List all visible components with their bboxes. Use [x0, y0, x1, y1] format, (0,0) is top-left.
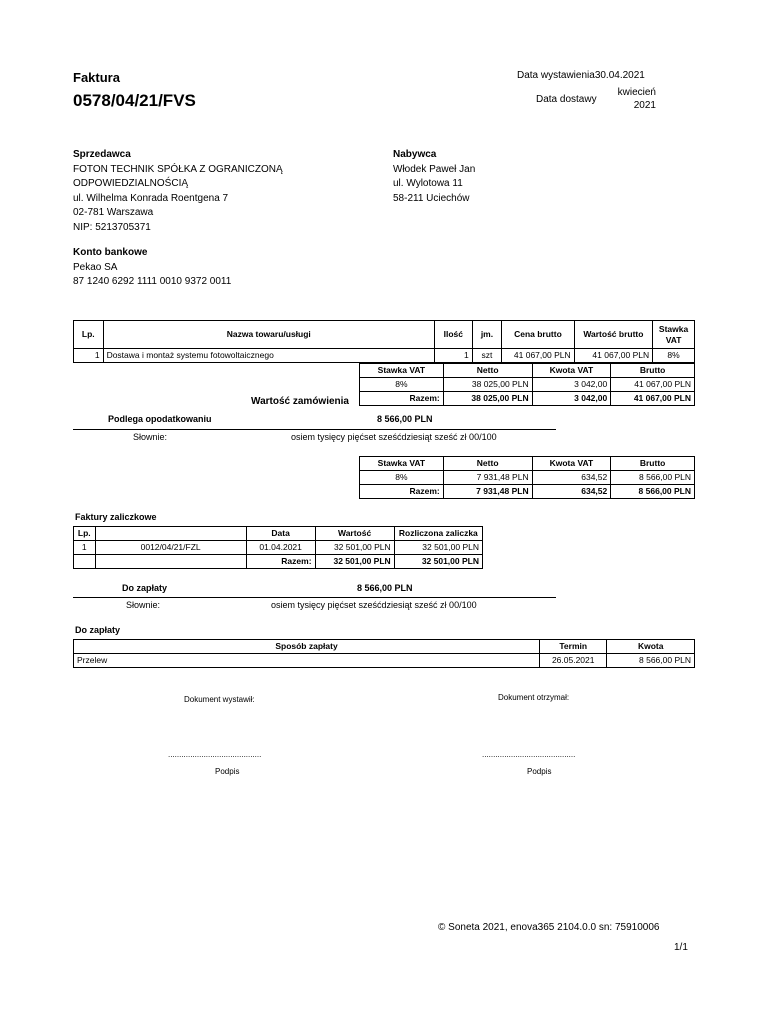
vat2-total-row — [360, 485, 695, 499]
vat1-col-vat: Kwota VAT — [532, 364, 611, 378]
issued-by-label: Dokument wystawił: — [184, 695, 255, 704]
adv-col-settled: Rozliczona zaliczka — [394, 527, 482, 541]
seller-block — [73, 148, 283, 235]
issue-date: 30.04.2021 — [594, 70, 645, 81]
pay-col-amount: Kwota — [607, 640, 695, 654]
pay-amount: 8 566,00 PLN — [607, 654, 695, 668]
buyer-street: ul. Wylotowa 11 — [393, 178, 463, 189]
advance-header-row — [74, 527, 483, 541]
advance-table — [73, 526, 483, 569]
adv-settled: 32 501,00 PLN — [394, 541, 482, 555]
item-lp: 1 — [74, 349, 104, 363]
adv-total-settled: 32 501,00 PLN — [394, 555, 482, 569]
vat2-col-rate: Stawka VAT — [360, 457, 444, 471]
seller-name-1: FOTON TECHNIK SPÓŁKA Z OGRANICZONĄ — [73, 163, 283, 175]
buyer-block — [393, 148, 475, 206]
seller-name-2: ODPOWIEDZIALNOŚCIĄ — [73, 178, 189, 189]
table-row — [74, 541, 483, 555]
delivery-date-label: Data dostawy — [536, 94, 597, 105]
col-vat — [653, 321, 695, 349]
seller-city: 02-781 Warszawa — [73, 207, 154, 218]
vat2-total-vat: 634,52 — [532, 485, 611, 499]
footer-page: 1/1 — [674, 942, 688, 953]
bank-label: Konto bankowe — [73, 247, 148, 258]
buyer-label: Nabywca — [393, 149, 437, 160]
doc-type: Faktura — [73, 70, 120, 85]
taxable-words: osiem tysięcy pięćset sześćdziesiąt sześć zł 00/100 — [291, 432, 497, 442]
table-row — [74, 654, 695, 668]
col-lp: Lp. — [74, 321, 104, 349]
vat1-total-vat: 3 042,00 — [532, 392, 611, 406]
received-signature-line: .......................................... — [482, 750, 576, 759]
pay-due: 26.05.2021 — [540, 654, 607, 668]
vat1-col-gross: Brutto — [611, 364, 695, 378]
to-pay-amount: 8 566,00 PLN — [357, 583, 413, 593]
vat-summary-table-1 — [359, 363, 695, 406]
adv-col-date: Data — [246, 527, 315, 541]
item-price: 41 067,00 PLN — [502, 349, 574, 363]
issued-signature-line: .......................................... — [168, 750, 262, 759]
pay-method: Przelew — [74, 654, 540, 668]
vat1-col-net: Netto — [443, 364, 532, 378]
issue-date-row — [517, 70, 645, 81]
adv-col-lp: Lp. — [74, 527, 96, 541]
col-name: Nazwa towaru/usługi — [103, 321, 434, 349]
col-unit: jm. — [472, 321, 502, 349]
vat2-net: 7 931,48 PLN — [443, 471, 532, 485]
seller-label: Sprzedawca — [73, 149, 131, 160]
order-value-label: Wartość zamówienia — [251, 396, 349, 407]
vat2-vat: 634,52 — [532, 471, 611, 485]
table-row — [360, 471, 695, 485]
advance-label: Faktury zaliczkowe — [75, 512, 157, 522]
taxable-amount: 8 566,00 PLN — [377, 414, 433, 424]
issue-date-label: Data wystawienia — [517, 70, 595, 81]
adv-total-value: 32 501,00 PLN — [315, 555, 394, 569]
col-value: Wartość brutto — [574, 321, 653, 349]
vat2-col-gross: Brutto — [611, 457, 695, 471]
received-sign-label: Podpis — [527, 767, 552, 776]
vat1-total-gross: 41 067,00 PLN — [611, 392, 695, 406]
vat2-col-vat: Kwota VAT — [532, 457, 611, 471]
delivery-month: kwiecień — [617, 87, 656, 98]
payment-label: Do zapłaty — [75, 625, 121, 635]
to-pay-label: Do zapłaty — [122, 583, 168, 593]
col-qty: Ilość — [434, 321, 472, 349]
pay-col-method: Sposób zapłaty — [74, 640, 540, 654]
buyer-city: 58-211 Uciechów — [393, 192, 470, 204]
vat2-total-net: 7 931,48 PLN — [443, 485, 532, 499]
to-pay-words-label: Słownie: — [126, 600, 161, 610]
vat1-vat: 3 042,00 — [532, 378, 611, 392]
vat2-header-row — [360, 457, 695, 471]
items-header-row — [74, 321, 695, 349]
vat1-net: 38 025,00 PLN — [443, 378, 532, 392]
vat1-total-net: 38 025,00 PLN — [443, 392, 532, 406]
adv-col-number — [95, 527, 246, 541]
col-price: Cena brutto — [502, 321, 574, 349]
vat2-total-gross: 8 566,00 PLN — [611, 485, 695, 499]
payment-header-row — [74, 640, 695, 654]
adv-lp: 1 — [74, 541, 96, 555]
footer-software: © Soneta 2021, enova365 2104.0.0 sn: 75910006 — [438, 922, 660, 933]
adv-value: 32 501,00 PLN — [315, 541, 394, 555]
vat1-col-rate: Stawka VAT — [360, 364, 444, 378]
adv-date: 01.04.2021 — [246, 541, 315, 555]
taxable-divider — [73, 429, 556, 430]
bank-account: 87 1240 6292 1111 0010 9372 0011 — [73, 276, 232, 287]
vat1-gross: 41 067,00 PLN — [611, 378, 695, 392]
items-table — [73, 320, 695, 363]
vat2-total-label: Razem: — [360, 485, 444, 499]
adv-total-label: Razem: — [246, 555, 315, 569]
adv-total-row — [74, 555, 483, 569]
delivery-date — [600, 86, 656, 112]
taxable-label: Podlega opodatkowaniu — [108, 414, 212, 424]
delivery-year: 2021 — [633, 100, 656, 111]
issued-sign-label: Podpis — [215, 767, 240, 776]
to-pay-divider — [73, 597, 556, 598]
buyer-name: Włodek Paweł Jan — [393, 163, 476, 175]
vat1-header-row — [360, 364, 695, 378]
bank-name: Pekao SA — [73, 261, 118, 273]
vat1-total-row — [360, 392, 695, 406]
vat2-rate: 8% — [360, 471, 444, 485]
table-row — [74, 349, 695, 363]
seller-street: ul. Wilhelma Konrada Roentgena 7 — [73, 192, 229, 204]
invoice-number: 0578/04/21/FVS — [73, 91, 196, 110]
table-row — [360, 378, 695, 392]
vat1-rate: 8% — [360, 378, 444, 392]
received-by-label: Dokument otrzymał: — [498, 693, 570, 702]
vat1-total-label: Razem: — [360, 392, 444, 406]
adv-number: 0012/04/21/FZL — [95, 541, 246, 555]
adv-col-value: Wartość — [315, 527, 394, 541]
bank-block — [73, 246, 231, 290]
to-pay-words: osiem tysięcy pięćset sześćdziesiąt sześć zł 00/100 — [271, 600, 477, 610]
item-vat: 8% — [653, 349, 695, 363]
col-vat-line2: VAT — [665, 334, 682, 345]
vat-summary-table-2 — [359, 456, 695, 499]
pay-col-due: Termin — [540, 640, 607, 654]
item-qty: 1 — [434, 349, 472, 363]
item-name: Dostawa i montaż systemu fotowoltaicznego — [103, 349, 434, 363]
taxable-words-label: Słownie: — [133, 432, 168, 442]
item-value: 41 067,00 PLN — [574, 349, 653, 363]
item-unit: szt — [472, 349, 502, 363]
col-vat-line1: Stawka — [658, 323, 689, 334]
seller-nip: NIP: 5213705371 — [73, 221, 151, 233]
adv-total-empty-1 — [74, 555, 96, 569]
adv-total-empty-2 — [95, 555, 246, 569]
payment-table — [73, 639, 695, 668]
vat2-gross: 8 566,00 PLN — [611, 471, 695, 485]
vat2-col-net: Netto — [443, 457, 532, 471]
